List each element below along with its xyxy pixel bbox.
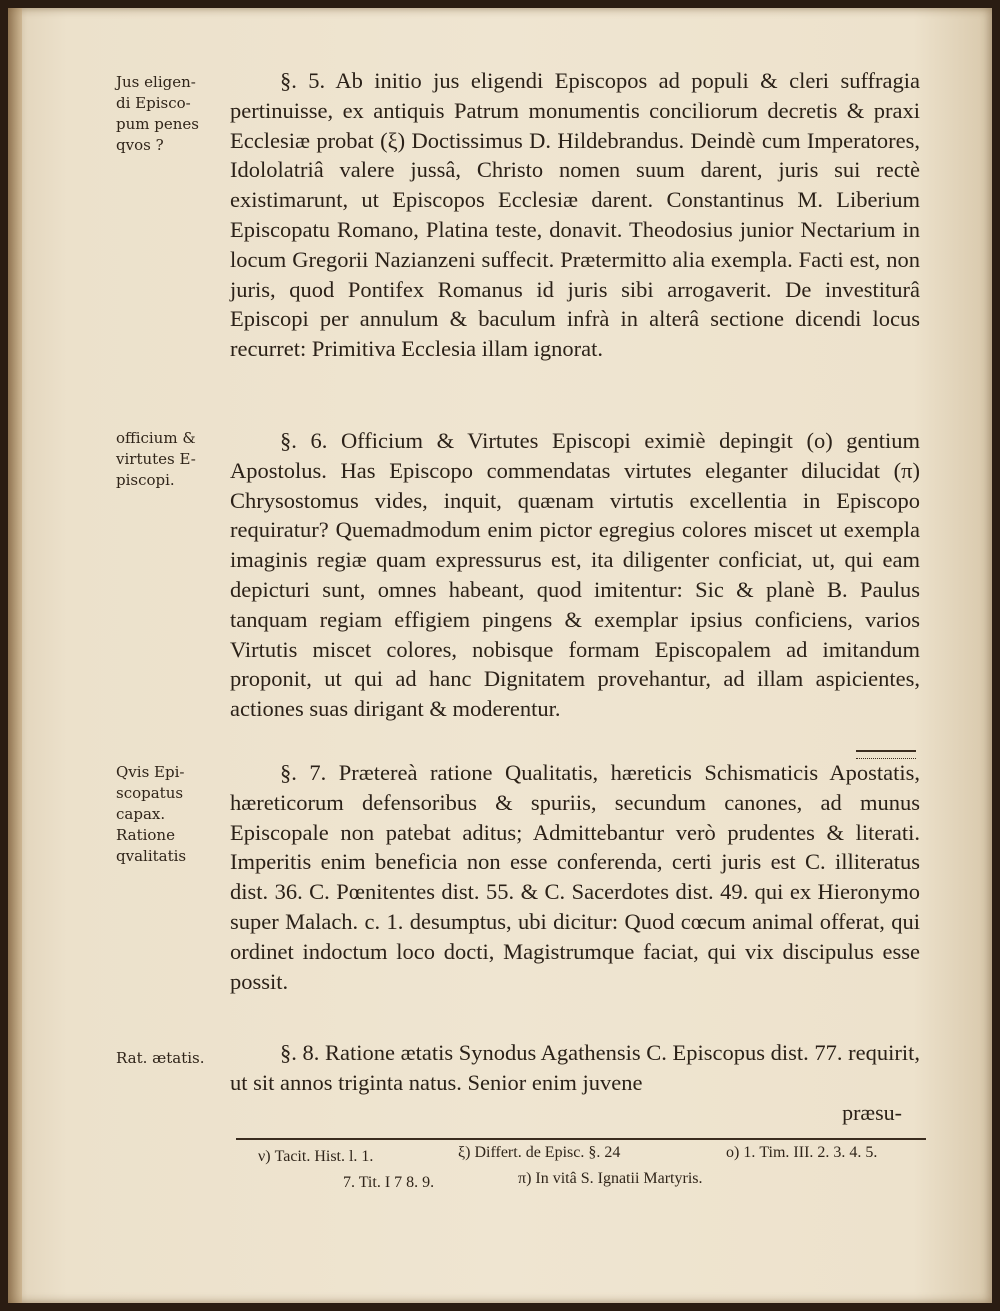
page-binding-shadow: [8, 8, 22, 1303]
margin-note-ratione-aetatis: Rat. ætatis.: [116, 1049, 205, 1067]
footnote-ignatius: π) In vitâ S. Ignatii Martyris.: [518, 1170, 703, 1187]
paragraph-8: [230, 1038, 920, 1098]
paragraph-text: Ab initio jus eligendi Episcopos ad populi & cleri suffragia pertinuisse, ex antiquis Patrum monumentis conciliorum decretis & praxi Ecclesiæ probat (ξ) Doctissimus D. Hildebrandus. Deindè cum Imperatores, Idololatriâ valere jussâ, Christo nomen suum darent, juris sui rectè existimarunt, ut Episcopos Ecclesiæ darent. Constantinus M. Liberium Episcopatu Romano, Platina teste, donavit. Theodosius junior Nectarium in locum Gregorii Nazianzeni suffecit. Prætermitto alia exempla. Facti est, non juris, quod Pontifex Romanus id juris sibi arrogaverit. De investiturâ Episcopi per annulum & baculum infrà in alterâ sectione dicendi locus recurret: Primitiva Ecclesia illam ignorat.: [230, 68, 921, 362]
margin-note-officium: officium & virtutes E- piscopi.: [116, 429, 196, 489]
paragraph-5: [230, 66, 920, 364]
section-number: §. 6.: [280, 428, 328, 453]
section-number: §. 8.: [280, 1040, 320, 1065]
section-number: §. 5.: [280, 68, 326, 93]
paragraph-text: Prætereà ratione Qualitatis, hæreticis Schismaticis Apostatis, hæreticorum defensoribus & spuriis, secundum canones, ad munus Episcopale non patebat aditus; Admittebantur verò prudentes & literati. Imperitis enim beneficia non esse conferenda, certi juris est C. illiteratus dist. 36. C. Pœnitentes dist. 55. & C. Sacerdotes dist. 49. qui ex Hieronymo super Malach. c. 1. desumptus, ubi dicitur: Quod cœcum animal offerat, qui ordinet indoctum loco docti, Magistrumque faciat, qui vix discipulus esse possit.: [230, 760, 921, 994]
footnote-rule: [236, 1138, 926, 1140]
footnote-differt: ξ) Differt. de Episc. §. 24: [458, 1144, 621, 1161]
margin-note-qvis-episcopatus: Qvis Epi- scopatus capax. Ratione qvalitatis: [116, 763, 187, 865]
paragraph-text: Officium & Virtutes Episcopi eximiè depingit (ο) gentium Apostolus. Has Episcopo commendatas virtutes eleganter dilucidat (π) Chrysostomus vides, inquit, quænam virtutis excellentia in Episcopo requiratur? Quemadmodum enim pictor egregius colores miscet ut exempla imaginis regiæ quam expressurus est, ita diligenter conficiat, ut, qui eam depicturi sunt, omnes habeant, quod imitentur: Sic & planè B. Paulus tanquam regiam effigiem pingens & exemplar ipsius conficiens, varios Virtutis miscet colores, nobisque formam Episcopalem ad imitandum proponit, ut qui ad hanc Dignitatem provehantur, ad illam aspicientes, actiones suas dirigant & moderentur.: [230, 428, 921, 722]
paragraph-text: Ratione ætatis Synodus Agathensis C. Episcopus dist. 77. requirit, ut sit annos triginta natus. Senior enim juvene: [230, 1040, 920, 1095]
section-number: §. 7.: [280, 760, 327, 785]
paragraph-6: [230, 426, 920, 724]
margin-note-jus-eligendi: Jus eligen- di Episco- pum penes qvos ?: [116, 73, 199, 154]
footnote-titus: 7. Tit. I 7 8. 9.: [343, 1174, 435, 1191]
book-page: [8, 8, 992, 1303]
footnote-tacitus: ν) Tacit. Hist. l. 1.: [258, 1148, 374, 1165]
footnote-timotheus: ο) 1. Tim. III. 2. 3. 4. 5.: [726, 1144, 878, 1161]
paragraph-7: [230, 758, 920, 996]
catchword: præsu-: [842, 1100, 902, 1125]
